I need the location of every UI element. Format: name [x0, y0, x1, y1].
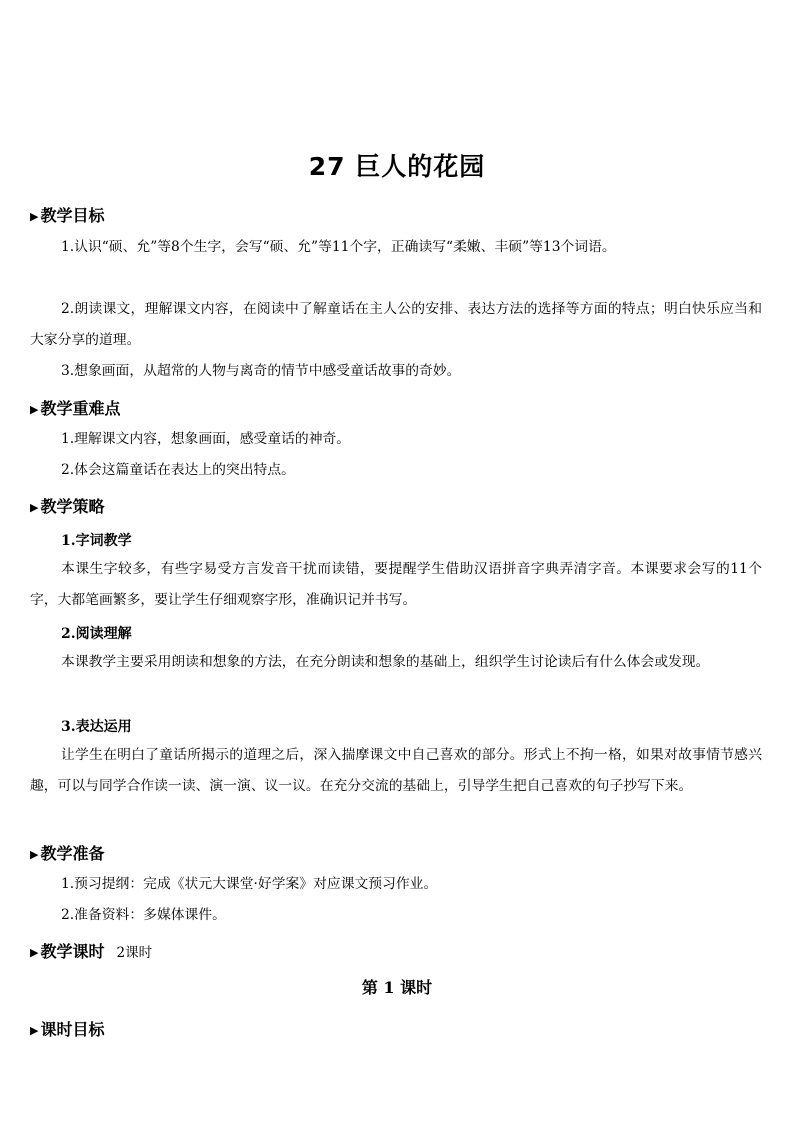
strategy-text: 本课教学主要采用朗读和想象的方法，在充分朗读和想象的基础上，组织学生讨论读后有什么体会或发现。 — [61, 654, 710, 670]
section-heading-label: 教学目标 — [40, 206, 105, 225]
goal-item: 1.认识“硕、允”等8个生字，会写“硕、允”等11个字，正确读写“柔嫩、丰硕”等13个词语。 — [61, 239, 616, 255]
section-heading-label: 教学准备 — [40, 844, 105, 863]
section-heading-label: 教学课时 — [40, 942, 105, 961]
strategy-subheading: 2.阅读理解 — [61, 626, 132, 642]
section-heading-lesson-goals — [30, 1017, 104, 1040]
prep-item: 2.准备资料：多媒体课件。 — [61, 907, 226, 923]
strategy-text: 本课生字较多，有些字易受方言发音干扰而读错，要提醒学生借助汉语拼音字典弄清字音。本课要求会写的11个字，大都笔画繁多，要让学生仔细观察字形，准确识记并书写。 — [30, 561, 762, 608]
triangle-bullet-icon: ▶ — [30, 501, 39, 514]
page-title: 27 巨人的花园 — [308, 152, 486, 181]
section-heading-label: 课时目标 — [40, 1020, 105, 1039]
key-point-item: 2.体会这篇童话在表达上的突出特点。 — [61, 462, 295, 478]
hours-value: 2课时 — [116, 945, 153, 961]
goal-item: 3.想象画面，从超常的人物与离奇的情节中感受童话故事的奇妙。 — [61, 363, 461, 379]
triangle-bullet-icon: ▶ — [30, 1024, 39, 1037]
section-heading-strategy — [30, 494, 104, 517]
goal-item: 2.朗读课文，理解课文内容，在阅读中了解童话在主人公的安排、表达方法的选择等方面的特点；明白快乐应当和大家分享的道理。 — [30, 301, 762, 348]
key-point-item: 1.理解课文内容，想象画面，感受童话的神奇。 — [61, 431, 351, 447]
section-heading-hours — [30, 939, 152, 962]
triangle-bullet-icon: ▶ — [30, 403, 39, 416]
section-heading-label: 教学策略 — [40, 497, 105, 516]
strategy-text: 让学生在明白了童话所揭示的道理之后，深入揣摩课文中自己喜欢的部分。形式上不拘一格，如果对故事情节感兴趣，可以与同学合作读一读、演一演、议一议。在充分交流的基础上，引导学生把自己喜欢的句子抄写下来。 — [30, 747, 762, 794]
prep-item: 1.预习提纲：完成《状元大课堂·好学案》对应课文预习作业。 — [61, 876, 438, 892]
lesson-heading: 第 1 课时 — [361, 978, 433, 997]
section-heading-goals — [30, 203, 104, 226]
section-heading-key — [30, 396, 120, 419]
section-heading-prep — [30, 841, 104, 864]
strategy-subheading: 1.字词教学 — [61, 533, 132, 549]
triangle-bullet-icon: ▶ — [30, 848, 39, 861]
strategy-subheading: 3.表达运用 — [61, 719, 132, 735]
section-heading-label: 教学重难点 — [40, 399, 121, 418]
triangle-bullet-icon: ▶ — [30, 210, 39, 223]
triangle-bullet-icon: ▶ — [30, 946, 39, 959]
